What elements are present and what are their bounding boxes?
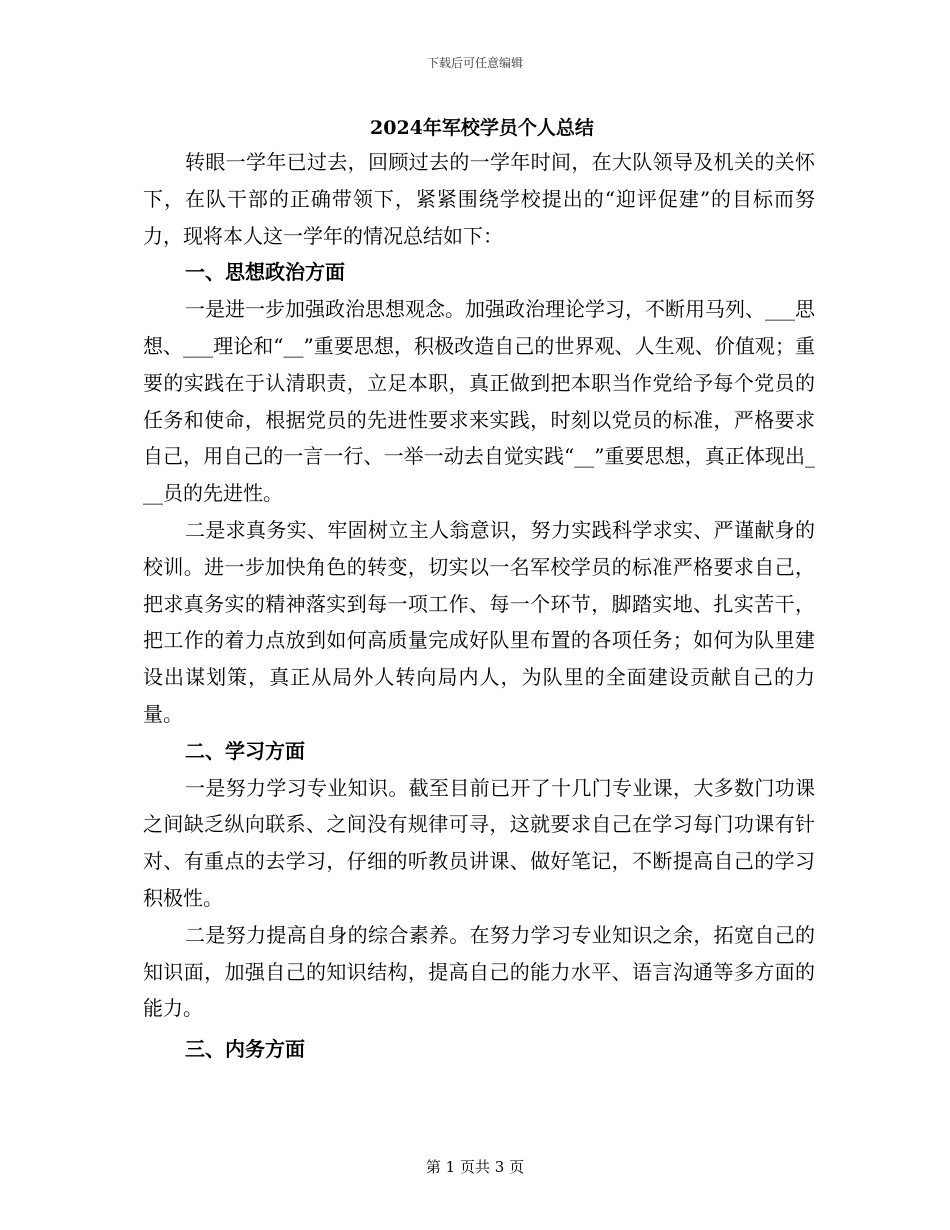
section-paragraph: 二是求真务实、牢固树立主人翁意识，努力实践科学求实、严谨献身的校训。进一步加快角色的转变，切实以一名军校学员的标准严格要求自己，把求真务实的精神落实到每一项工作、每一个环节，脚踏实地、扎实苦干，把工作的着力点放到如何高质量完成好队里布置的各项任务；如何为队里建设出谋划策，真正从局外人转向局内人，为队里的全面建设贡献自己的力量。 — [143, 517, 815, 726]
section-heading-politics: 一、思想政治方面 — [185, 260, 345, 285]
section-paragraph: 一是进一步加强政治思想观念。加强政治理论学习，不断用马列、___思想、___理论和“__”重要思想，积极改造自己的世界观、人生观、价值观；重要的实践在于认清职责，立足本职，真正做到把本职当作党给予每个党员的任务和使命，根据党员的先进性要求来实践，时刻以党员的标准，严格要求自己，用自己的一言一行、一举一动去自觉实践“__”重要思想，真正体现出___员的先进性。 — [143, 297, 815, 506]
header-note: 下载后可任意编辑 — [426, 56, 523, 70]
intro-paragraph: 转眼一学年已过去，回顾过去的一学年时间，在大队领导及机关的关怀下，在队干部的正确带领下，紧紧围绕学校提出的“迎评促建”的目标而努力，现将本人这一学年的情况总结如下： — [143, 150, 815, 248]
document-body — [143, 112, 815, 1068]
page-number: 第 1 页共 3 页 — [425, 1158, 525, 1176]
document-title: 2024年军校学员个人总结 — [370, 117, 594, 139]
section-paragraph: 二是努力提高自身的综合素养。在努力学习专业知识之余，拓宽自己的知识面，加强自己的知识结构，提高自己的能力水平、语言沟通等多方面的能力。 — [143, 922, 815, 1021]
section-paragraph: 一是努力学习专业知识。截至目前已开了十几门专业课，大多数门功课之间缺乏纵向联系、之间没有规律可寻，这就要求自己在学习每门功课有针对、有重点的去学习，仔细的听教员讲课、做好笔记，不断提高自己的学习积极性。 — [143, 775, 815, 910]
section-heading-housekeeping: 三、内务方面 — [185, 1037, 305, 1062]
section-heading-study: 二、学习方面 — [185, 738, 305, 763]
